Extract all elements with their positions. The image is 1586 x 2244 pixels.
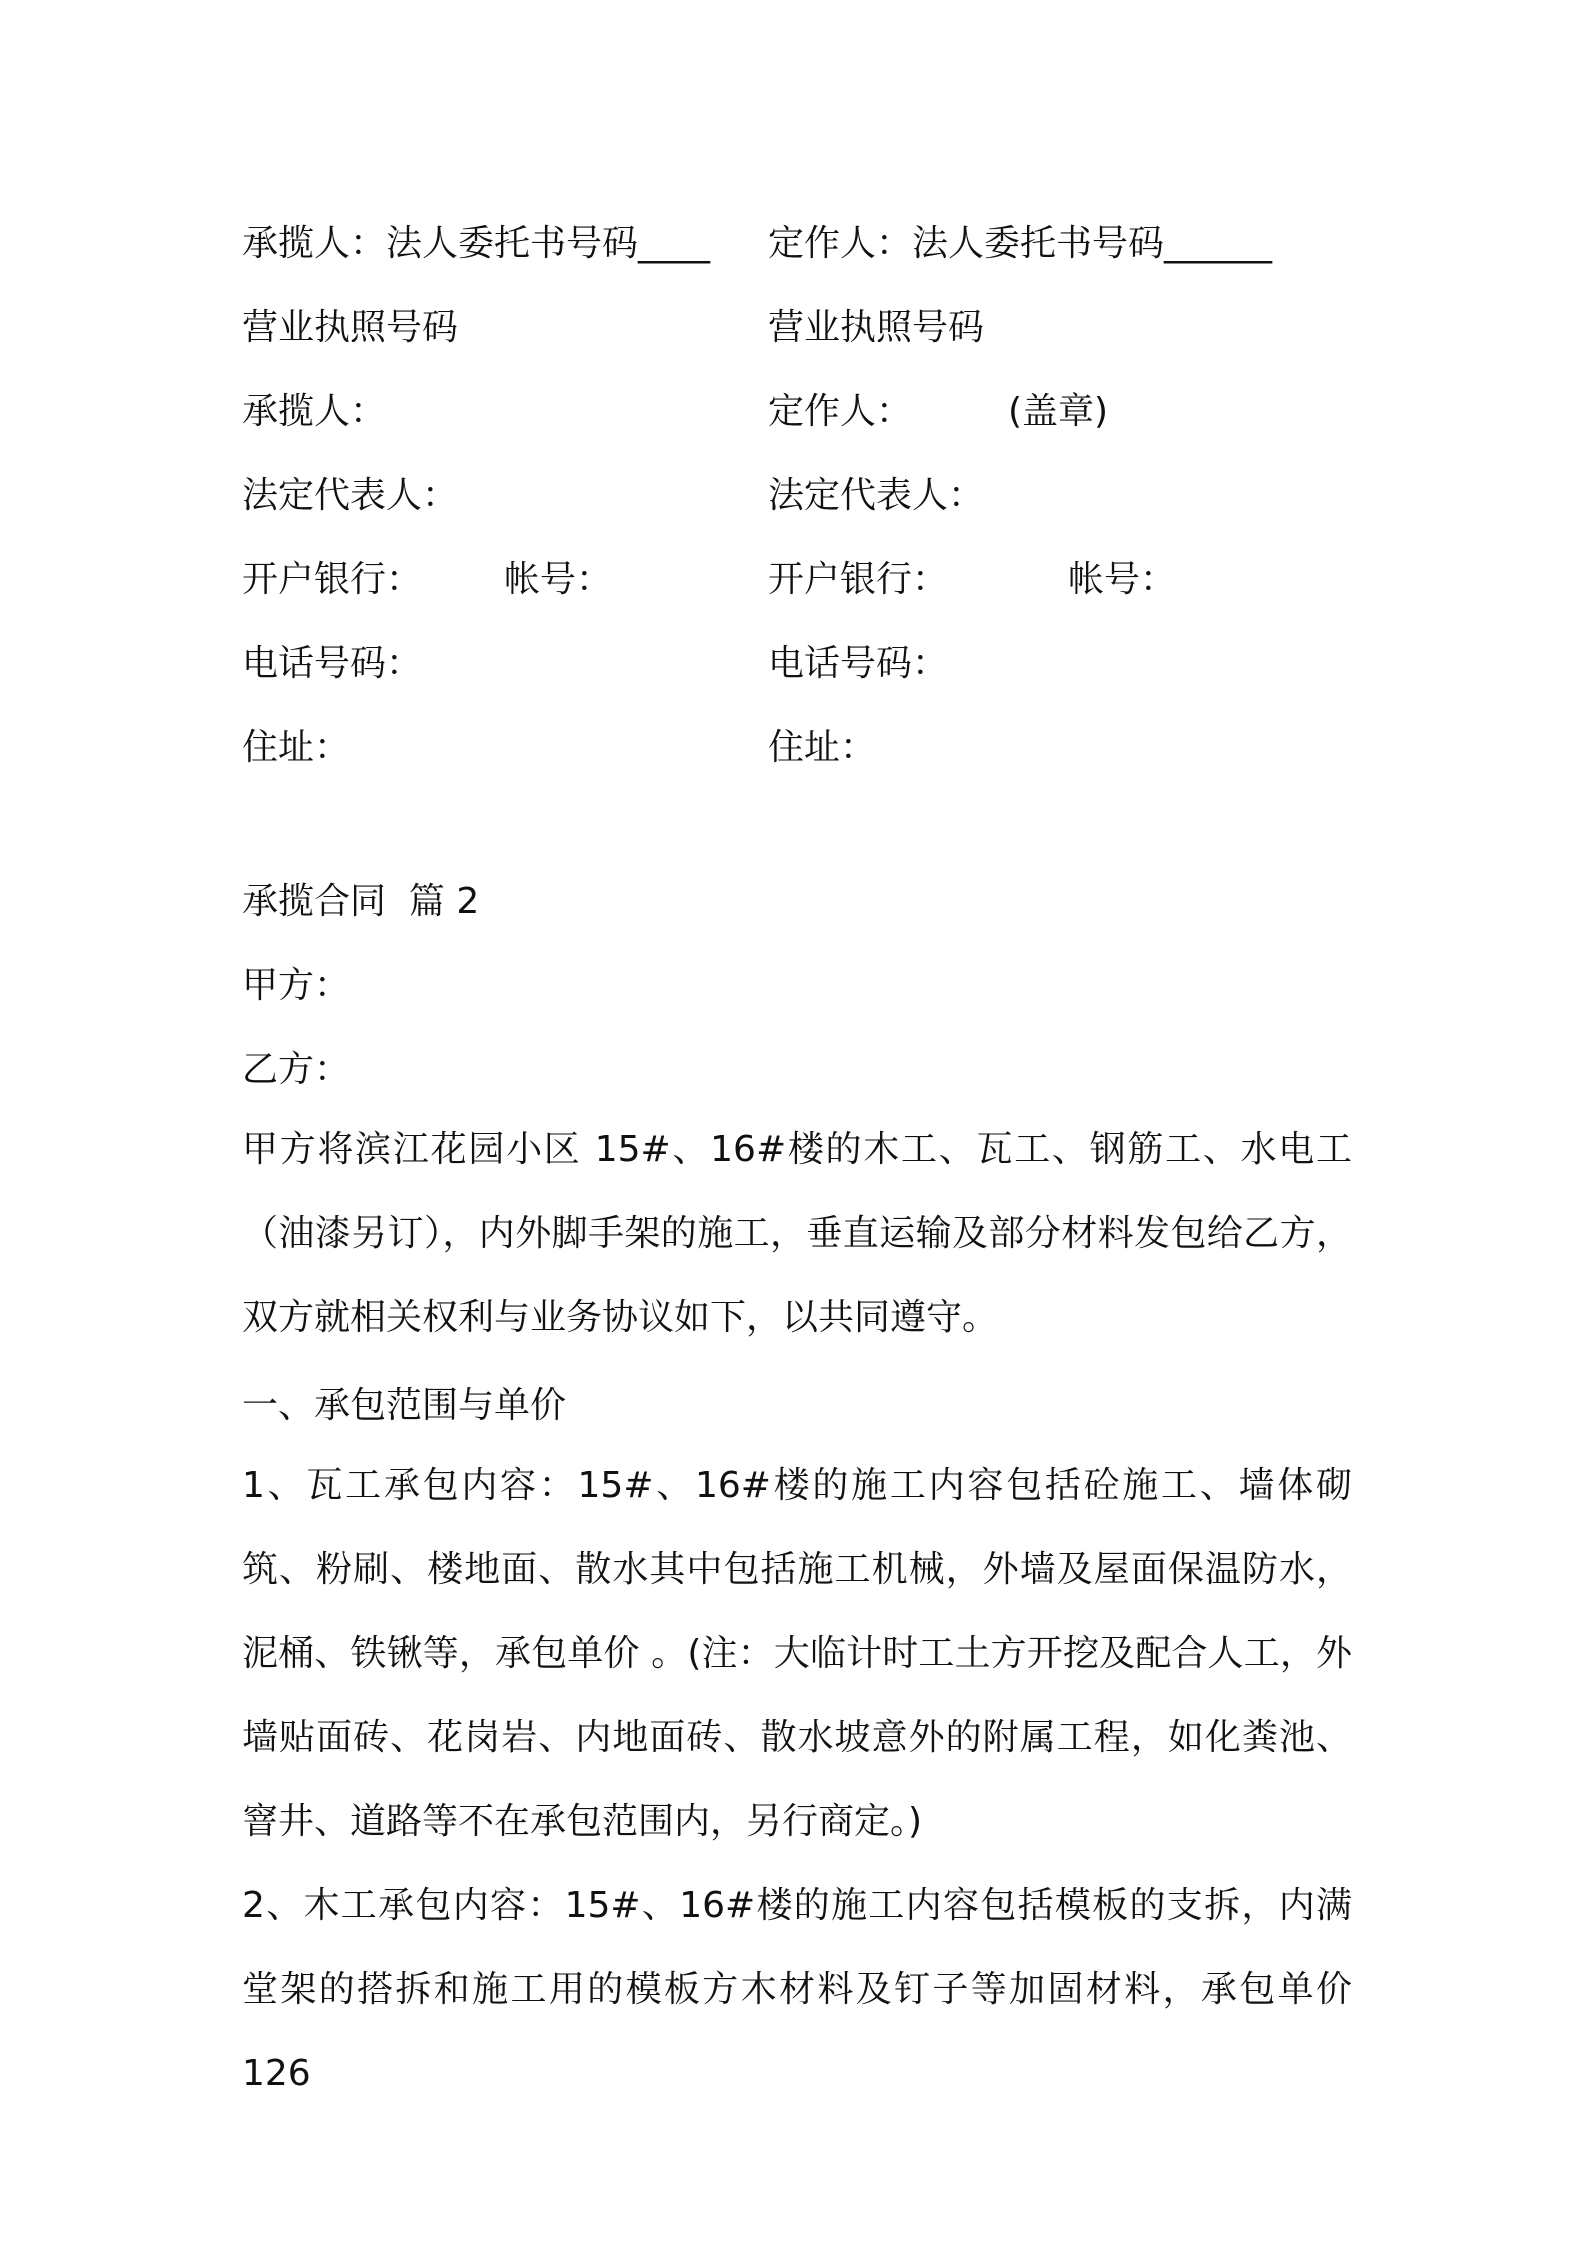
orderer-representative (768, 450, 1352, 534)
contractor-party (242, 366, 768, 450)
orderer-address-label: 住址： (768, 726, 877, 768)
seal-label: (盖章) (1008, 390, 1109, 432)
signature-row-license (242, 282, 1352, 366)
signature-row-representative (242, 450, 1352, 534)
contract-title: 承揽合同 篇 2 (242, 880, 480, 922)
orderer-phone-label: 电话号码： (768, 642, 949, 684)
orderer-license (768, 282, 1352, 366)
item2-paragraph: 2、木工承包内容：15#、16#楼的施工内容包括模板的支拆，内满堂架的搭拆和施工用的模板方木材料及钉子等加固材料，承包单价 126 (242, 1885, 1352, 2094)
contractor-address-label: 住址： (242, 726, 351, 768)
contractor-license-label: 营业执照号码 (242, 306, 459, 348)
orderer-bank (768, 534, 1352, 618)
orderer-license-label: 营业执照号码 (768, 306, 985, 348)
contractor-representative-label: 法定代表人： (242, 474, 459, 516)
orderer-party (768, 366, 1352, 450)
orderer-address (768, 702, 1352, 786)
contractor-phone (242, 618, 768, 702)
orderer-phone (768, 618, 1352, 702)
contractor-contract-number-label: 承揽人：法人委托书号码____ (242, 222, 711, 264)
contractor-address (242, 702, 768, 786)
party-a-label: 甲方： (242, 964, 351, 1006)
contractor-account-label: 帐号： (504, 558, 613, 600)
orderer-contract-number (768, 198, 1352, 282)
orderer-account-label: 帐号： (1068, 558, 1177, 600)
contractor-bank-label: 开户银行： (242, 558, 423, 600)
contractor-bank (242, 534, 768, 618)
signature-row-contract-number (242, 198, 1352, 282)
signature-row-address (242, 702, 1352, 786)
signature-row-party (242, 366, 1352, 450)
contractor-license (242, 282, 768, 366)
contractor-representative (242, 450, 768, 534)
orderer-bank-label: 开户银行： (768, 558, 949, 600)
orderer-representative-label: 法定代表人： (768, 474, 985, 516)
contractor-label: 承揽人： (242, 390, 387, 432)
document-content (242, 198, 1352, 2116)
orderer-label: 定作人： (768, 390, 913, 432)
section-spacer (242, 786, 1352, 856)
party-b-label: 乙方： (242, 1048, 351, 1090)
signature-row-bank (242, 534, 1352, 618)
section1-heading: 一、承包范围与单价 (242, 1384, 567, 1426)
orderer-contract-number-label: 定作人：法人委托书号码______ (768, 222, 1273, 264)
signature-row-phone (242, 618, 1352, 702)
contractor-phone-label: 电话号码： (242, 642, 423, 684)
item1-paragraph: 1、瓦工承包内容：15#、16#楼的施工内容包括砼施工、墙体砌筑、粉刷、楼地面、散水其中包括施工机械，外墙及屋面保温防水，泥桶、铁锹等，承包单价 。(注：大临计时工土方开挖及配合人工，外墙贴面砖、花岗岩、内地面砖、散水坡意外的附属工程，如化粪池、窨井、道路等不在承包范围内，另行商定。) (242, 1465, 1352, 1842)
intro-paragraph: 甲方将滨江花园小区 15#、16#楼的木工、瓦工、钢筋工、水电工（油漆另订），内外脚手架的施工，垂直运输及部分材料发包给乙方，双方就相关权利与业务协议如下，以共同遵守。 (242, 1129, 1352, 1338)
contractor-contract-number (242, 198, 768, 282)
